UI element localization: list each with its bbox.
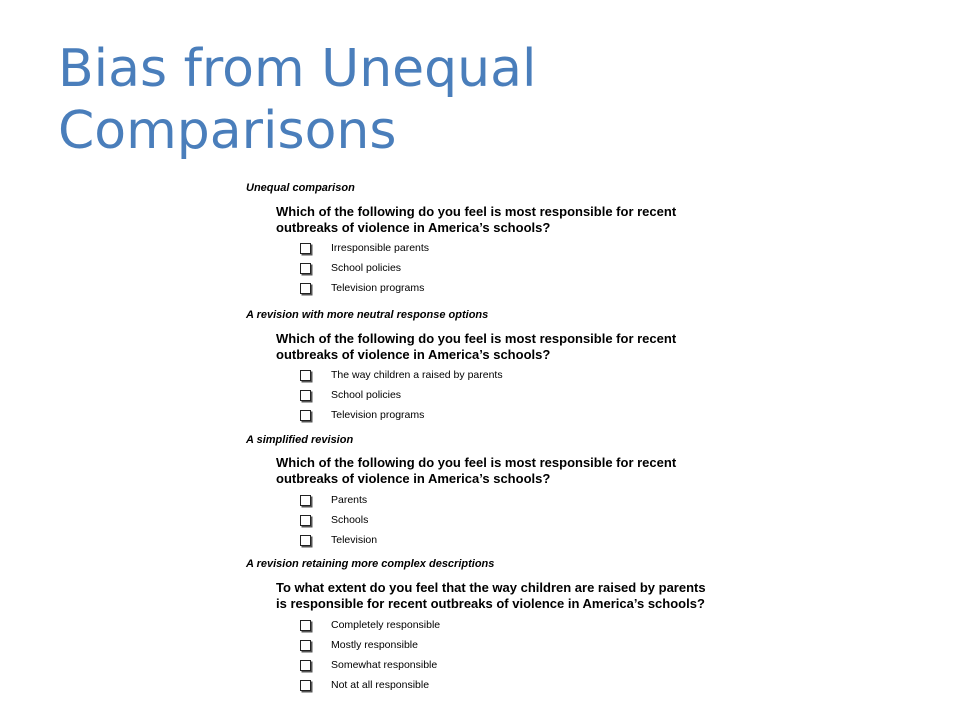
- option-checkbox-row[interactable]: [300, 282, 424, 294]
- checkbox[interactable]: [300, 640, 311, 651]
- option-checkbox-row[interactable]: [300, 494, 367, 506]
- checkbox[interactable]: [300, 243, 311, 254]
- question-2: [276, 331, 676, 363]
- checkbox[interactable]: [300, 370, 311, 381]
- question-3-line-2: outbreaks of violence in America’s schools?: [276, 471, 551, 486]
- checkbox[interactable]: [300, 283, 311, 294]
- section-heading-unequal: Unequal comparison: [246, 182, 355, 194]
- section-heading-complex: A revision retaining more complex descriptions: [246, 558, 495, 570]
- option-label: School policies: [331, 262, 402, 274]
- question-4-line-1: To what extent do you feel that the way children are raised by parents: [276, 580, 706, 595]
- question-2-line-2: outbreaks of violence in America’s schools?: [276, 347, 551, 362]
- section-heading-neutral: A revision with more neutral response options: [246, 309, 489, 321]
- option-label: Irresponsible parents: [331, 242, 430, 254]
- option-label: Television programs: [331, 282, 425, 294]
- option-checkbox-row[interactable]: [300, 262, 401, 274]
- question-3: [276, 455, 676, 487]
- option-label: Not at all responsible: [331, 679, 430, 691]
- option-checkbox-row[interactable]: [300, 369, 503, 381]
- option-label: Parents: [331, 494, 368, 506]
- checkbox[interactable]: [300, 535, 311, 546]
- checkbox[interactable]: [300, 515, 311, 526]
- option-label: Completely responsible: [331, 619, 441, 631]
- question-1-line-1: Which of the following do you feel is most responsible for recent: [276, 204, 677, 219]
- checkbox[interactable]: [300, 680, 311, 691]
- option-checkbox-row[interactable]: [300, 409, 424, 421]
- question-1: [276, 204, 676, 236]
- option-checkbox-row[interactable]: [300, 659, 437, 671]
- option-label: Mostly responsible: [331, 639, 418, 651]
- option-label: Somewhat responsible: [331, 659, 438, 671]
- question-3-line-1: Which of the following do you feel is most responsible for recent: [276, 455, 677, 470]
- option-checkbox-row[interactable]: [300, 534, 377, 546]
- question-4-line-2: is responsible for recent outbreaks of violence in America’s schools?: [276, 596, 705, 611]
- question-2-line-1: Which of the following do you feel is most responsible for recent: [276, 331, 677, 346]
- option-label: The way children a raised by parents: [331, 369, 503, 381]
- slide-title-line-2: Comparisons: [58, 101, 397, 161]
- option-checkbox-row[interactable]: [300, 514, 368, 526]
- section-heading-simplified: A simplified revision: [246, 434, 354, 446]
- option-label: Schools: [331, 514, 369, 526]
- option-checkbox-row[interactable]: [300, 389, 401, 401]
- checkbox[interactable]: [300, 410, 311, 421]
- slide-title-line-1: Bias from Unequal: [58, 39, 537, 99]
- option-label: School policies: [331, 389, 402, 401]
- checkbox[interactable]: [300, 495, 311, 506]
- option-label: Television: [331, 534, 378, 546]
- question-1-line-2: outbreaks of violence in America’s schools?: [276, 220, 551, 235]
- option-checkbox-row[interactable]: [300, 242, 429, 254]
- option-label: Television programs: [331, 409, 425, 421]
- option-checkbox-row[interactable]: [300, 679, 429, 691]
- checkbox[interactable]: [300, 660, 311, 671]
- option-checkbox-row[interactable]: [300, 619, 440, 631]
- checkbox[interactable]: [300, 620, 311, 631]
- checkbox[interactable]: [300, 263, 311, 274]
- slide-title: [58, 38, 536, 162]
- question-4: [276, 580, 706, 612]
- checkbox[interactable]: [300, 390, 311, 401]
- option-checkbox-row[interactable]: [300, 639, 418, 651]
